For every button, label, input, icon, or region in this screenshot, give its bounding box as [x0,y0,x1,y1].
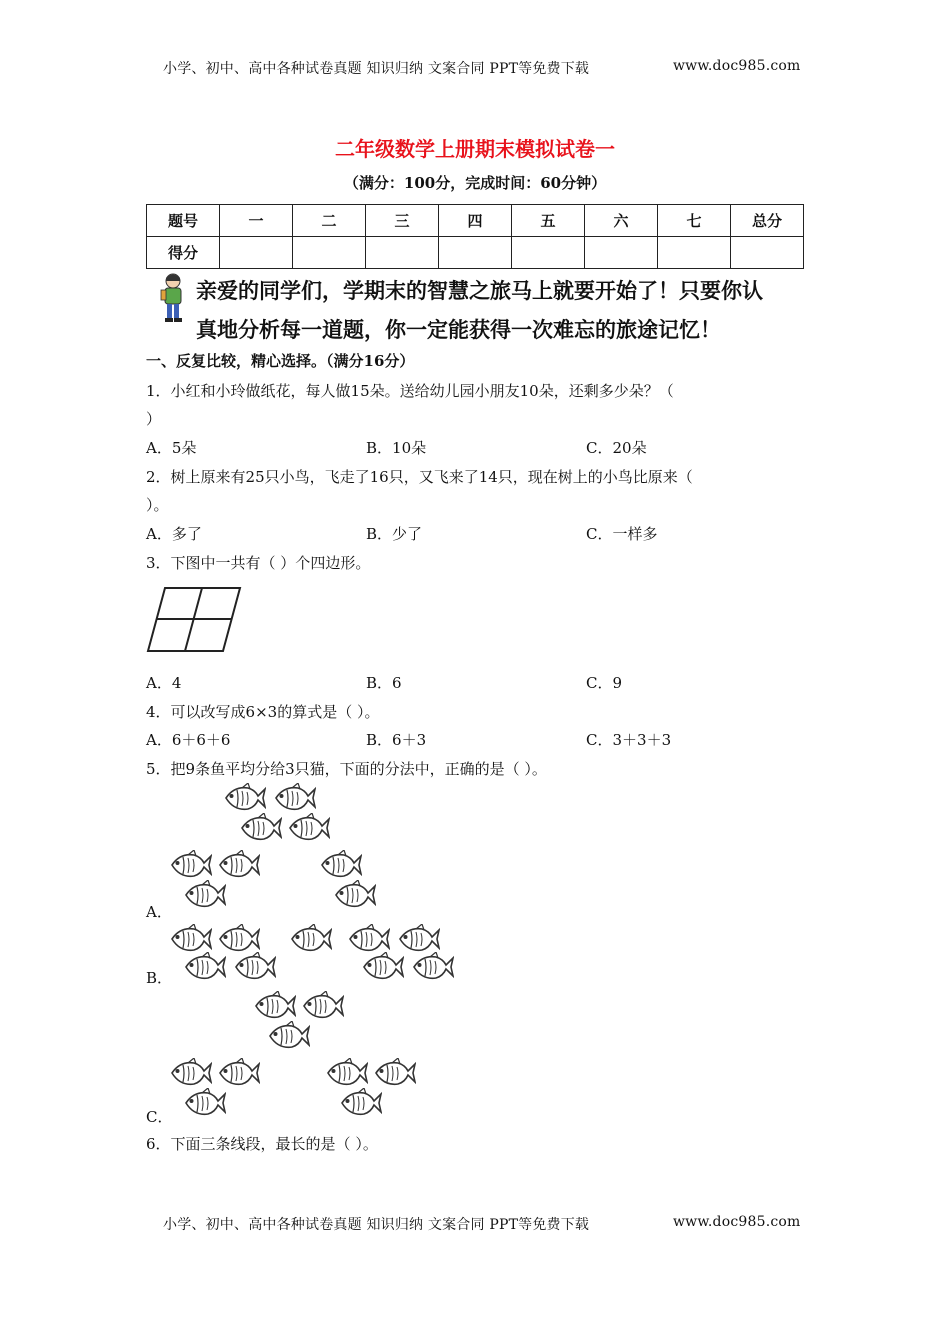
option-b[interactable]: B．6＋3 [366,731,427,749]
header-url[interactable]: www.doc985.com [673,58,801,74]
question-text-cont: ）。 [146,496,169,514]
question-text: 4．可以改写成6×3的算式是（ ）。 [146,703,380,721]
option-b[interactable]: B．10朵 [366,439,427,457]
score-cell[interactable] [366,237,439,269]
score-cell[interactable] [220,237,293,269]
question-text: 3．下图中一共有（ ）个四边形。 [146,554,371,572]
option-b[interactable]: B．少了 [366,525,423,543]
score-table [146,204,804,269]
option-b[interactable]: B．6 [366,674,402,692]
intro-line-1: 亲爱的同学们，学期末的智慧之旅马上就要开始了！只要你认 [196,279,763,303]
fish-group-c [160,988,430,1128]
question-text: 5．把9条鱼平均分给3只猫，下面的分法中，正确的是（ ）。 [146,760,547,778]
header-text: 小学、初中、高中各种试卷真题 知识归纳 文案合同 PPT等免费下载 [163,61,590,77]
page-title: 二年级数学上册期末模拟试卷一 [335,137,615,161]
score-row-label: 得分 [147,237,220,269]
section-heading: 一、反复比较，精心选择。（满分16分） [146,352,415,370]
score-header-cell: 五 [512,205,585,237]
score-header-cell: 总分 [731,205,804,237]
parallelogram-figure [145,585,245,655]
footer-url[interactable]: www.doc985.com [673,1214,801,1230]
score-header-cell: 题号 [147,205,220,237]
score-cell[interactable] [439,237,512,269]
student-illustration-icon [155,272,191,324]
option-a[interactable]: A．5朵 [146,439,197,457]
option-a[interactable]: A． [146,903,172,921]
score-table-header-row [147,205,804,237]
question-text: 6．下面三条线段，最长的是（ ）。 [146,1135,378,1153]
intro-line-2: 真地分析每一道题，你一定能获得一次难忘的旅途记忆！ [196,318,721,342]
footer-text: 小学、初中、高中各种试卷真题 知识归纳 文案合同 PPT等免费下载 [163,1217,590,1233]
page-subtitle: （满分：100分，完成时间：60分钟） [343,174,607,192]
question-text-cont: ） [146,410,162,428]
score-cell[interactable] [585,237,658,269]
option-a[interactable]: A．4 [146,674,182,692]
option-c[interactable]: C．20朵 [586,439,647,457]
option-c[interactable]: C．9 [586,674,623,692]
score-cell[interactable] [512,237,585,269]
score-cell[interactable] [731,237,804,269]
score-header-cell: 一 [220,205,293,237]
score-table-score-row [147,237,804,269]
question-text: 1．小红和小玲做纸花，每人做15朵。送给幼儿园小朋友10朵，还剩多少朵？（ [146,382,674,400]
question-text: 2．树上原来有25只小鸟，飞走了16只，又飞来了14只，现在树上的小鸟比原来（ [146,468,693,486]
fish-group-b [160,922,460,984]
fish-group-a [160,780,390,920]
score-cell[interactable] [293,237,366,269]
score-header-cell: 七 [658,205,731,237]
score-header-cell: 四 [439,205,512,237]
score-header-cell: 二 [293,205,366,237]
option-b[interactable]: B． [146,969,173,987]
score-cell[interactable] [658,237,731,269]
option-c[interactable]: C．3＋3＋3 [586,731,672,749]
option-c[interactable]: C． [146,1108,173,1126]
option-c[interactable]: C．一样多 [586,525,658,543]
option-a[interactable]: A．多了 [146,525,202,543]
score-header-cell: 六 [585,205,658,237]
option-a[interactable]: A．6＋6＋6 [146,731,231,749]
score-header-cell: 三 [366,205,439,237]
